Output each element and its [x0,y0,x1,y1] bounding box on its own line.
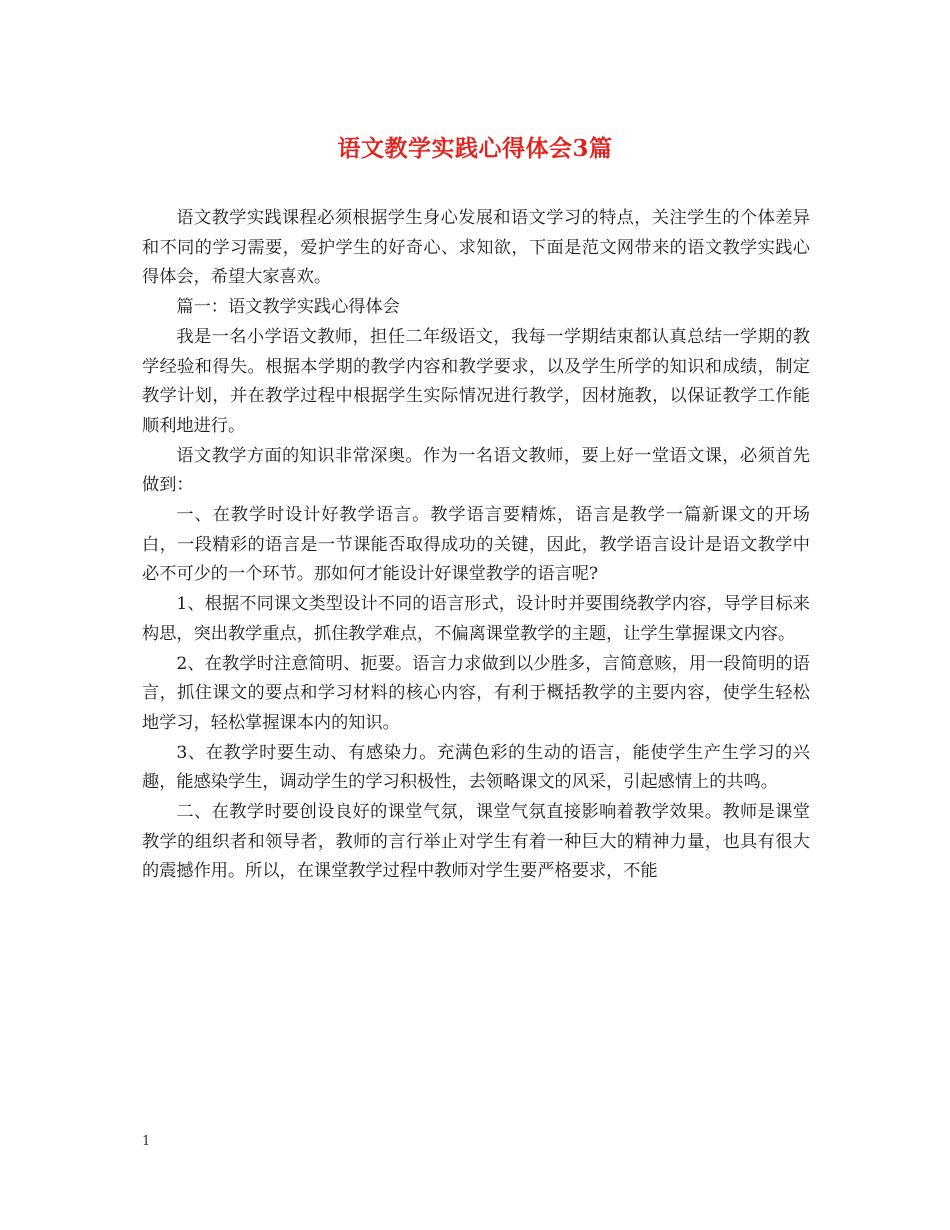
paragraph: 语文教学方面的知识非常深奥。作为一名语文教师，要上好一堂语文课，必须首先做到： [142,445,810,496]
document-body [142,204,810,887]
paragraph: 1、根据不同课文类型设计不同的语言形式，设计时并要围绕教学内容，导学目标来构思，突出教学重点，抓住教学难点，不偏离课堂教学的主题，让学生掌握课文内容。 [142,594,810,644]
page-number: 1 [142,1134,151,1149]
paragraph: 3、在教学时要生动、有感染力。充满色彩的生动的语言，能使学生产生学习的兴趣，能感染学生，调动学生的学习积极性，去领略课文的风采，引起感情上的共鸣。 [142,742,810,793]
paragraph: 一、在教学时设计好教学语言。教学语言要精炼，语言是教学一篇新课文的开场白，一段精彩的语言是一节课能否取得成功的关键，因此，教学语言设计是语文教学中必不可少的一个环节。那如何才能设计好课堂教学的语言呢? [142,505,810,585]
paragraph: 二、在教学时要创设良好的课堂气氛，课堂气氛直接影响着教学效果。教师是课堂教学的组织者和领导者，教师的言行举止对学生有着一种巨大的精神力量，也具有很大的震撼作用。所以，在课堂教学过程中教师对学生要严格要求，不能 [142,802,810,882]
paragraph-intro: 语文教学实践课程必须根据学生身心发展和语文学习的特点，关注学生的个体差异和不同的学习需要，爱护学生的好奇心、求知欲，下面是范文网带来的语文教学实践心得体会，希望大家喜欢。 [142,208,810,288]
paragraph: 2、在教学时注意简明、扼要。语言力求做到以少胜多，言简意赅，用一段简明的语言，抓住课文的要点和学习材料的核心内容，有利于概括教学的主要内容，使学生轻松地学习，轻松掌握课本内的知识。 [142,653,810,733]
document-title: 语文教学实践心得体会3篇 [337,135,613,162]
paragraph: 我是一名小学语文教师，担任二年级语文，我每一学期结束都认真总结一学期的教学经验和得失。根据本学期的教学内容和教学要求，以及学生所学的知识和成绩，制定教学计划，并在教学过程中根据学生实际情况进行教学，因材施教，以保证教学工作能顺利地进行。 [142,326,810,436]
section-heading: 篇一：语文教学实践心得体会 [176,297,400,318]
